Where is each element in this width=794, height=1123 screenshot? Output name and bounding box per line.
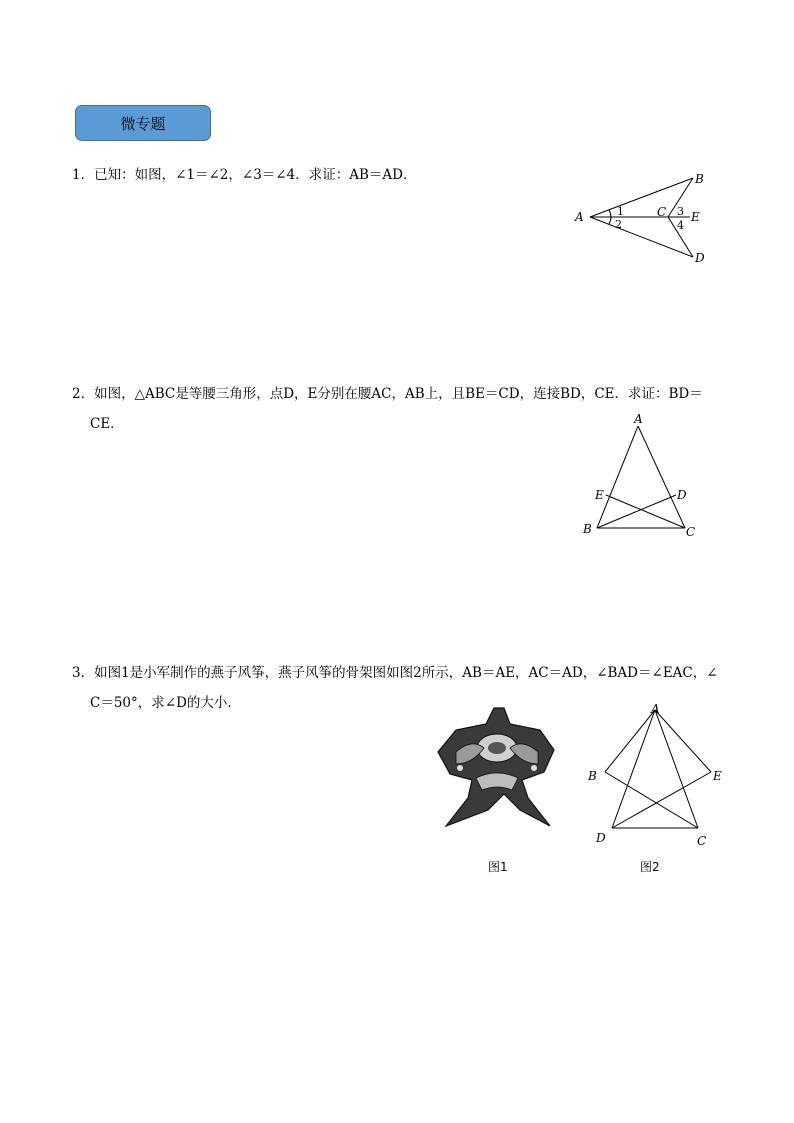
kite-left-dot xyxy=(457,765,463,771)
fig2-label-c: C xyxy=(686,525,696,539)
figure-1 xyxy=(565,165,725,275)
problem-2-continuation: CE． xyxy=(90,416,124,432)
fig3-segment-ed xyxy=(612,772,711,828)
fig1-label-angle-3: 3 xyxy=(677,205,684,218)
fig1-label-c: C xyxy=(657,205,667,219)
fig3-segment-bc xyxy=(605,772,698,828)
problem-3-number: 3． xyxy=(72,665,95,681)
topic-badge-label: 微专题 xyxy=(120,114,166,133)
kite-photo xyxy=(432,702,562,832)
topic-badge xyxy=(75,105,211,141)
problem-2-number: 2． xyxy=(72,386,95,402)
problem-1-text: 已知：如图，∠1＝∠2，∠3＝∠4．求证：AB＝AD． xyxy=(94,167,417,183)
fig3-label-a: A xyxy=(651,702,660,716)
fig3-segment-ae xyxy=(655,710,711,772)
caption-figure-1: 图1 xyxy=(488,860,508,874)
fig2-segment-ab xyxy=(597,426,638,528)
caption-figure-2: 图2 xyxy=(640,860,660,874)
fig1-label-b: B xyxy=(695,172,704,186)
fig2-label-a: A xyxy=(634,412,643,426)
fig3-segment-ad xyxy=(612,710,655,828)
fig3-label-c: C xyxy=(697,834,707,848)
fig3-label-e: E xyxy=(713,769,722,783)
figure-3 xyxy=(585,700,735,850)
fig3-label-d: D xyxy=(596,831,606,845)
fig3-segment-ab xyxy=(605,710,655,772)
problem-3-continuation: C＝50°，求∠D的大小． xyxy=(90,695,241,711)
fig2-label-e: E xyxy=(595,488,604,502)
fig3-label-b: B xyxy=(588,769,597,783)
fig1-label-e: E xyxy=(691,210,700,224)
fig2-segment-ce xyxy=(606,495,685,528)
figure-2 xyxy=(575,408,705,548)
fig2-label-b: B xyxy=(583,522,592,536)
kite-right-dot xyxy=(531,765,537,771)
fig1-label-d: D xyxy=(695,251,705,265)
fig2-label-d: D xyxy=(677,488,687,502)
problem-3-text: 如图1是小军制作的燕子风筝，燕子风筝的骨架图如图2所示，AB＝AE，AC＝AD，∠BAD＝∠EAC，∠ xyxy=(94,665,718,681)
fig2-segment-ac xyxy=(638,426,685,528)
problem-2-text: 如图，△ABC是等腰三角形，点D，E分别在腰AC，AB上，且BE＝CD，连接BD，CE．求证：BD＝ xyxy=(94,386,703,402)
fig1-label-angle-4: 4 xyxy=(677,219,684,232)
fig1-label-angle-2: 2 xyxy=(615,218,622,231)
kite-head-center xyxy=(488,742,506,754)
fig1-label-angle-1: 1 xyxy=(617,205,624,218)
fig3-segment-ac xyxy=(655,710,698,828)
fig2-segment-bd xyxy=(597,495,676,528)
fig1-label-a: A xyxy=(575,210,584,224)
problem-1-number: 1． xyxy=(72,167,95,183)
